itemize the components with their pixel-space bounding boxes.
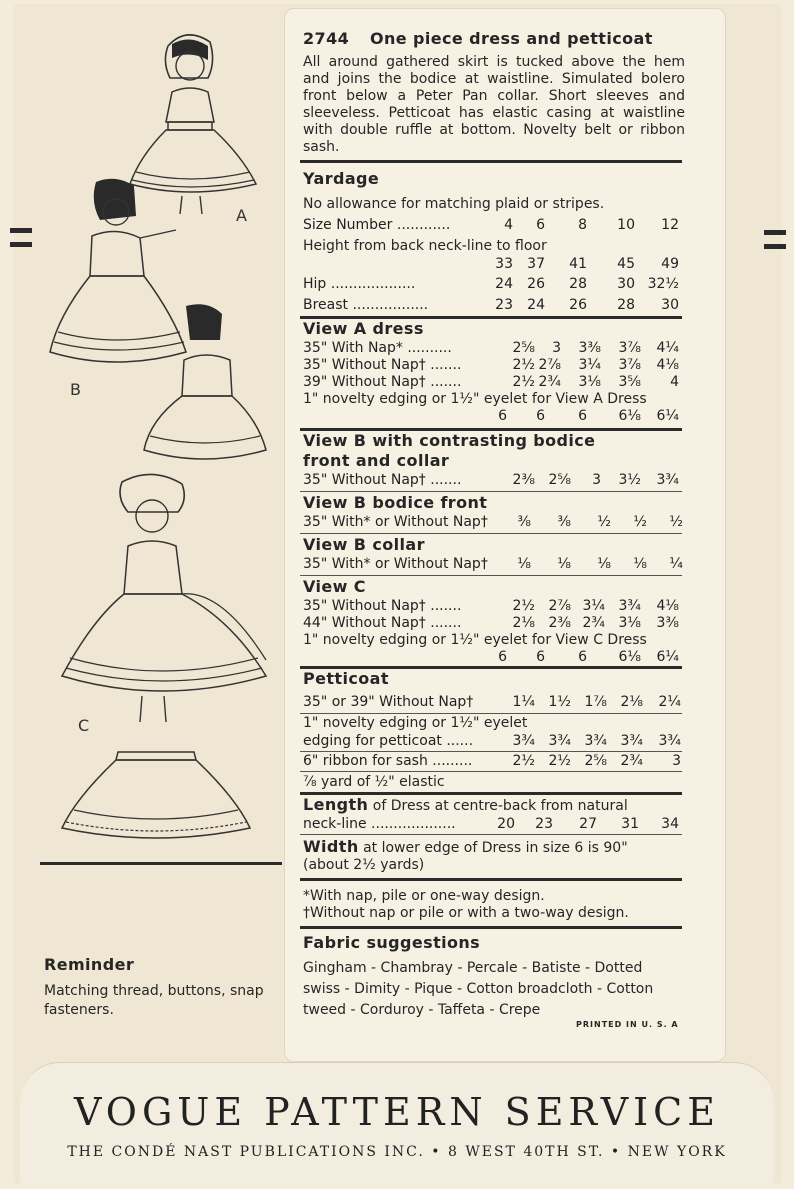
breast-6: 24 [527, 297, 545, 313]
view-b-collar-size-4: ⅛ [517, 556, 531, 572]
view-a-row-2 [303, 357, 683, 375]
view-b-bodice-row [303, 514, 683, 532]
petticoat-edging-label-2: edging for petticoat ...... [303, 733, 474, 749]
fabric-line-3: tweed - Corduroy - Taffeta - Crepe [303, 1002, 541, 1018]
note-with-nap: *With nap, pile or one-way design. [303, 888, 545, 904]
view-b-contrast-size-10: 3½ [618, 472, 641, 488]
height-row [303, 256, 683, 274]
petticoat-fabric-label: 35" or 39" Without Nap† [303, 694, 474, 710]
petticoat-edging-size-6: 3¾ [548, 733, 571, 749]
brand-name: VOGUE PATTERN SERVICE [74, 1090, 720, 1134]
petticoat-fabric-size-8: 1⅞ [584, 694, 607, 710]
rule-view-b-bodice [300, 533, 682, 534]
note-without-nap: †Without nap or pile or with a two-way design. [303, 905, 629, 921]
rule-petticoat-fabric [300, 713, 682, 714]
printed-in-usa: PRINTED IN U. S. A [576, 1020, 679, 1029]
view-c-row-1-size-6: 2⅞ [548, 598, 571, 614]
view-c-edging-size-12: 6¼ [656, 649, 679, 665]
petticoat-edging-label-1: 1" novelty edging or 1½" eyelet [303, 715, 528, 731]
width-text: at lower edge of Dress in size 6 is 90" [363, 840, 628, 856]
view-a-edging-size-10: 6⅛ [618, 408, 641, 424]
view-a-row-3-size-6: 2¾ [538, 374, 561, 390]
view-c-row-1-size-4: 2½ [512, 598, 535, 614]
view-b-back-illustration [140, 300, 270, 470]
size-label: Size Number ............ [303, 217, 451, 233]
view-b-contrast-heading-2: front and collar [303, 451, 450, 470]
view-c-heading: View C [303, 577, 366, 596]
yardage-heading: Yardage [303, 169, 380, 188]
view-a-row-1-label: 35" With Nap* .......... [303, 340, 452, 356]
view-c-edging-size-6: 6 [536, 649, 545, 665]
rule-view-b-contrast [300, 491, 682, 492]
view-b-collar-row [303, 556, 683, 574]
size-4: 4 [504, 217, 513, 233]
view-b-collar-label: 35" With* or Without Nap† [303, 556, 488, 572]
height-8: 41 [569, 256, 587, 272]
view-c-edging-size-10: 6⅛ [618, 649, 641, 665]
view-a-row-1-size-12: 4¼ [656, 340, 679, 356]
view-b-bodice-heading: View B bodice front [303, 493, 488, 512]
view-a-row-3-label: 39" Without Nap† ....... [303, 374, 462, 390]
view-a-edging-size-6: 6 [536, 408, 545, 424]
petticoat-ribbon-row [303, 753, 683, 771]
height-10: 45 [617, 256, 635, 272]
view-a-row-3-size-8: 3⅛ [578, 374, 601, 390]
view-b-collar-size-12: ¼ [669, 556, 683, 572]
petticoat-elastic: ⅞ yard of ½" elastic [303, 774, 445, 790]
rule-notes [300, 926, 682, 929]
hip-12: 32½ [647, 276, 679, 292]
view-b-contrast-size-6: 2⅝ [548, 472, 571, 488]
view-a-row-2-size-12: 4⅛ [656, 357, 679, 373]
view-a-row-2-label: 35" Without Nap† ....... [303, 357, 462, 373]
view-c-row-2-size-10: 3⅛ [618, 615, 641, 631]
fabric-line-2: swiss - Dimity - Pique - Cotton broadcloth - Cotton [303, 981, 654, 997]
size-8: 8 [578, 217, 587, 233]
rule-petticoat-ribbon [300, 771, 682, 772]
petticoat-fabric-row [303, 694, 683, 712]
view-c-illustration [52, 470, 272, 730]
view-b-bodice-size-8: ½ [597, 514, 611, 530]
view-a-row-3-size-10: 3⅝ [618, 374, 641, 390]
breast-10: 28 [617, 297, 635, 313]
view-a-edging-size-12: 6¼ [656, 408, 679, 424]
rule-view-b-collar [300, 575, 682, 576]
length-line [303, 796, 628, 815]
publisher-line: THE CONDÉ NAST PUBLICATIONS INC. • 8 WEST 40TH ST. • NEW YORK [67, 1144, 727, 1160]
petticoat-heading: Petticoat [303, 669, 389, 688]
view-a-label: A [236, 206, 247, 225]
breast-label: Breast ................. [303, 297, 429, 313]
petticoat-ribbon-label: 6" ribbon for sash ......... [303, 753, 473, 769]
view-c-edging-size-4: 6 [498, 649, 507, 665]
width-text-2: (about 2½ yards) [303, 857, 425, 873]
petticoat-fabric-size-6: 1½ [548, 694, 571, 710]
petticoat-ribbon-size-6: 2½ [548, 753, 571, 769]
pattern-number: 2744 [303, 29, 350, 48]
length-word: Length [303, 795, 369, 814]
view-b-collar-size-6: ⅛ [557, 556, 571, 572]
view-a-heading: View A dress [303, 319, 424, 338]
fold-mark-right-bottom [764, 244, 786, 249]
pattern-title: One piece dress and petticoat [370, 29, 653, 48]
breast-4: 23 [495, 297, 513, 313]
view-b-bodice-size-6: ⅜ [557, 514, 571, 530]
length-size-4: 20 [497, 816, 515, 832]
height-6: 37 [527, 256, 545, 272]
view-b-bodice-label: 35" With* or Without Nap† [303, 514, 488, 530]
view-c-row-2-size-4: 2⅛ [512, 615, 535, 631]
yardage-note: No allowance for matching plaid or stripes. [303, 196, 605, 212]
view-c-edging-row [303, 649, 683, 667]
view-b-contrast-size-12: 3¾ [656, 472, 679, 488]
hip-6: 26 [527, 276, 545, 292]
view-a-edging-size-4: 6 [498, 408, 507, 424]
length-row [303, 816, 683, 834]
view-c-row-2-label: 44" Without Nap† ....... [303, 615, 462, 631]
height-4: 33 [495, 256, 513, 272]
size-6: 6 [536, 217, 545, 233]
view-a-row-2-size-10: 3⅞ [618, 357, 641, 373]
view-c-row-1-label: 35" Without Nap† ....... [303, 598, 462, 614]
length-text: of Dress at centre-back from natural [372, 798, 628, 814]
rule-description [300, 160, 682, 163]
length-size-8: 27 [579, 816, 597, 832]
size-row [303, 217, 683, 235]
view-b-contrast-label: 35" Without Nap† ....... [303, 472, 462, 488]
view-c-row-1-size-12: 4⅛ [656, 598, 679, 614]
view-a-row-2-size-4: 2½ [512, 357, 535, 373]
view-b-bodice-size-10: ½ [633, 514, 647, 530]
view-a-row-1 [303, 340, 683, 358]
view-b-contrast-heading-1: View B with contrasting bodice [303, 431, 596, 450]
length-size-10: 31 [621, 816, 639, 832]
hip-4: 24 [495, 276, 513, 292]
petticoat-edging-size-12: 3¾ [658, 733, 681, 749]
length-label: neck-line ................... [303, 816, 456, 832]
petticoat-edging-size-4: 3¾ [512, 733, 535, 749]
view-b-collar-size-8: ⅛ [597, 556, 611, 572]
size-12: 12 [661, 217, 679, 233]
breast-12: 30 [661, 297, 679, 313]
view-c-row-2-size-8: 2¾ [582, 615, 605, 631]
view-a-row-3 [303, 374, 683, 392]
view-c-row-2-size-6: 2⅜ [548, 615, 571, 631]
view-a-edging-label: 1" novelty edging or 1½" eyelet for View A Dress [303, 391, 647, 407]
reminder-text: Matching thread, buttons, snap fasteners. [44, 983, 264, 1018]
view-c-edging-label: 1" novelty edging or 1½" eyelet for View C Dress [303, 632, 647, 648]
view-a-row-1-size-8: 3⅜ [578, 340, 601, 356]
height-12: 49 [661, 256, 679, 272]
length-size-12: 34 [661, 816, 679, 832]
view-a-row-1-size-6: 3 [552, 340, 561, 356]
view-c-row-1 [303, 598, 683, 616]
view-a-row-3-size-4: 2½ [512, 374, 535, 390]
petticoat-edging-row [303, 733, 683, 751]
fabric-heading: Fabric suggestions [303, 933, 481, 952]
view-b-bodice-size-4: ⅜ [517, 514, 531, 530]
breast-row [303, 297, 683, 315]
view-a-row-2-size-8: 3¼ [578, 357, 601, 373]
hip-10: 30 [617, 276, 635, 292]
view-b-contrast-row [303, 472, 683, 490]
petticoat-fabric-size-12: 2¼ [658, 694, 681, 710]
view-c-row-1-size-10: 3¾ [618, 598, 641, 614]
reminder-heading: Reminder [44, 955, 135, 974]
view-c-label: C [78, 716, 90, 735]
petticoat-edging-size-8: 3¾ [584, 733, 607, 749]
height-label: Height from back neck-line to floor [303, 238, 547, 254]
size-10: 10 [617, 217, 635, 233]
fold-mark-left-bottom [10, 242, 32, 247]
view-a-edging-row [303, 408, 683, 426]
petticoat-ribbon-size-4: 2½ [512, 753, 535, 769]
fold-mark-right-top [764, 230, 786, 235]
width-word: Width [303, 837, 359, 856]
pattern-description: All around gathered skirt is tucked above the hem and joins the bodice at waistline. Simulated bolero front below a Peter Pan collar. Short sleeves and sleeveless. Petticoat has elastic casing at waistline with double ruffle at bottom. Novelty belt or ribbon sash. [303, 54, 685, 155]
view-c-row-1-size-8: 3¼ [582, 598, 605, 614]
fold-mark-left-top [10, 228, 32, 233]
view-b-collar-size-10: ⅛ [633, 556, 647, 572]
petticoat-illustration [56, 744, 256, 844]
length-size-6: 23 [535, 816, 553, 832]
view-a-row-1-size-10: 3⅞ [618, 340, 641, 356]
rule-width [300, 878, 682, 881]
view-a-row-1-size-4: 2⅝ [512, 340, 535, 356]
left-divider [40, 862, 282, 865]
petticoat-ribbon-size-12: 3 [672, 753, 681, 769]
petticoat-ribbon-size-8: 2⅝ [584, 753, 607, 769]
breast-8: 26 [569, 297, 587, 313]
view-b-contrast-size-4: 2⅜ [512, 472, 535, 488]
view-c-row-2 [303, 615, 683, 633]
view-c-row-2-size-12: 3⅜ [656, 615, 679, 631]
view-b-contrast-size-8: 3 [592, 472, 601, 488]
view-b-collar-heading: View B collar [303, 535, 425, 554]
width-line [303, 838, 628, 857]
view-a-row-3-size-12: 4 [670, 374, 679, 390]
view-a-edging-size-8: 6 [578, 408, 587, 424]
petticoat-ribbon-size-10: 2¾ [620, 753, 643, 769]
rule-petticoat-edging [300, 751, 682, 752]
hip-8: 28 [569, 276, 587, 292]
view-b-bodice-size-12: ½ [669, 514, 683, 530]
hip-row [303, 276, 683, 294]
fabric-line-1: Gingham - Chambray - Percale - Batiste - Dotted [303, 960, 643, 976]
petticoat-fabric-size-4: 1¼ [512, 694, 535, 710]
view-b-label: B [70, 380, 81, 399]
petticoat-edging-size-10: 3¾ [620, 733, 643, 749]
hip-label: Hip ................... [303, 276, 416, 292]
petticoat-fabric-size-10: 2⅛ [620, 694, 643, 710]
view-c-edging-size-8: 6 [578, 649, 587, 665]
view-a-row-2-size-6: 2⅞ [538, 357, 561, 373]
rule-length [300, 834, 682, 835]
